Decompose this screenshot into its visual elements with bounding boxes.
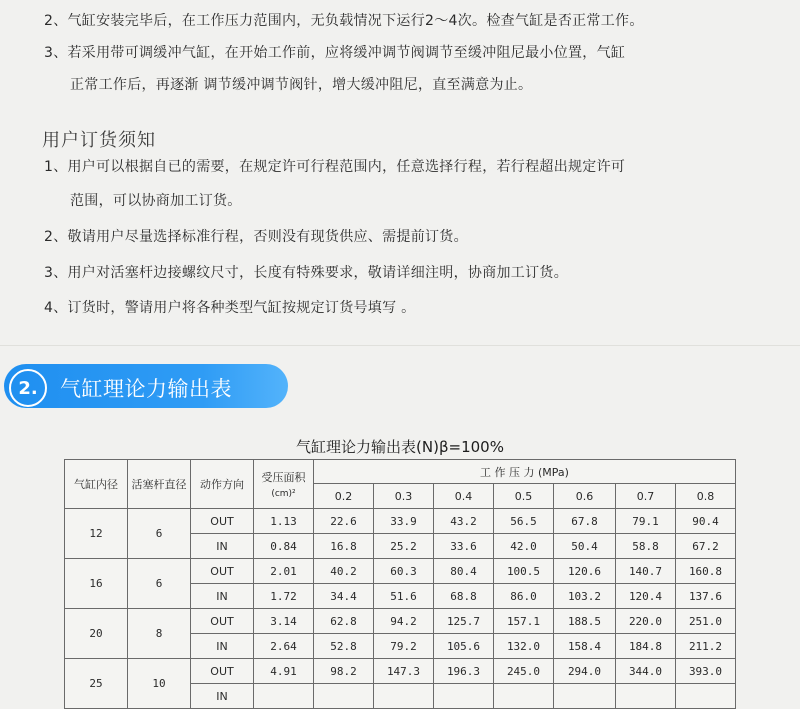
force-cell: 103.2 [554,584,616,609]
direction-cell: OUT [191,609,254,634]
pressure-header: 0.5 [494,484,554,509]
ordering-heading: 用户订货须知 [42,130,156,151]
pressure-header: 0.6 [554,484,616,509]
area-cell: 1.13 [254,509,314,534]
pressure-header: 0.2 [314,484,374,509]
force-cell [494,684,554,709]
direction-cell: OUT [191,509,254,534]
force-cell: 56.5 [494,509,554,534]
rod-cell: 6 [128,559,191,609]
force-cell: 245.0 [494,659,554,684]
force-cell: 51.6 [374,584,434,609]
pressure-header: 0.7 [616,484,676,509]
force-cell: 68.8 [434,584,494,609]
ordering-item-4: 4、订货时，警请用户将各种类型气缸按规定订货号填写 。 [44,300,416,316]
force-output-table [64,459,736,709]
force-cell: 100.5 [494,559,554,584]
force-cell [314,684,374,709]
header-area-unit: (cm)² [271,489,296,499]
direction-cell: IN [191,684,254,709]
table-row [65,559,736,584]
force-cell: 140.7 [616,559,676,584]
force-cell: 393.0 [676,659,736,684]
pressure-header: 0.4 [434,484,494,509]
force-cell: 158.4 [554,634,616,659]
force-cell: 90.4 [676,509,736,534]
note-item-3-line-2: 正常工作后，再逐渐 调节缓冲调节阀针，增大缓冲阻尼，直至满意为止。 [70,77,533,93]
force-cell: 344.0 [616,659,676,684]
force-cell [554,684,616,709]
section-divider [0,345,800,346]
bore-cell: 25 [65,659,128,709]
force-cell: 62.8 [314,609,374,634]
area-cell: 2.01 [254,559,314,584]
rod-cell: 6 [128,509,191,559]
area-cell: 2.64 [254,634,314,659]
note-item-3-line-1: 3、若采用带可调缓冲气缸，在开始工作前，应将缓冲调节阀调节至缓冲阻尼最小位置，气缸 [44,45,626,61]
force-cell: 33.9 [374,509,434,534]
direction-cell: IN [191,534,254,559]
force-cell: 22.6 [314,509,374,534]
force-cell: 52.8 [314,634,374,659]
table-row [65,659,736,684]
force-cell [374,684,434,709]
ordering-item-3: 3、用户对活塞杆边接螺纹尺寸，长度有特殊要求，敬请详细注明，协商加工订货。 [44,265,569,281]
force-cell: 58.8 [616,534,676,559]
header-area-label: 受压面积 [261,471,306,484]
rod-cell: 8 [128,609,191,659]
table-row [65,509,736,534]
area-cell [254,684,314,709]
force-cell: 42.0 [494,534,554,559]
force-cell: 67.2 [676,534,736,559]
force-cell: 120.6 [554,559,616,584]
force-cell: 60.3 [374,559,434,584]
force-cell: 80.4 [434,559,494,584]
header-bore: 气缸内径 [65,460,128,509]
area-cell: 1.72 [254,584,314,609]
force-cell [676,684,736,709]
force-cell: 25.2 [374,534,434,559]
force-cell: 98.2 [314,659,374,684]
force-cell: 79.1 [616,509,676,534]
force-cell: 132.0 [494,634,554,659]
pressure-header: 0.3 [374,484,434,509]
header-direction: 动作方向 [191,460,254,509]
force-cell: 94.2 [374,609,434,634]
force-cell: 40.2 [314,559,374,584]
force-cell: 50.4 [554,534,616,559]
section-title: 气缸理论力输出表 [60,377,232,401]
direction-cell: OUT [191,659,254,684]
header-rod: 活塞杆直径 [128,460,191,509]
force-cell: 294.0 [554,659,616,684]
force-cell: 67.8 [554,509,616,534]
force-cell: 184.8 [616,634,676,659]
bore-cell: 16 [65,559,128,609]
force-cell: 16.8 [314,534,374,559]
force-cell: 147.3 [374,659,434,684]
direction-cell: IN [191,634,254,659]
table-row [65,609,736,634]
direction-cell: OUT [191,559,254,584]
force-cell [434,684,494,709]
pressure-header: 0.8 [676,484,736,509]
area-cell: 4.91 [254,659,314,684]
area-cell: 3.14 [254,609,314,634]
note-item-2: 2、气缸安装完毕后，在工作压力范围内，无负载情况下运行2～4次。检查气缸是否正常工作。 [44,13,644,29]
force-cell: 125.7 [434,609,494,634]
force-cell: 105.6 [434,634,494,659]
ordering-item-1-line-1: 1、用户可以根据自已的需要，在规定许可行程范围内，任意选择行程，若行程超出规定许可 [44,159,626,175]
force-cell: 211.2 [676,634,736,659]
force-cell: 251.0 [676,609,736,634]
force-cell: 188.5 [554,609,616,634]
force-cell: 137.6 [676,584,736,609]
area-cell: 0.84 [254,534,314,559]
header-area [254,460,314,509]
rod-cell: 10 [128,659,191,709]
ordering-item-1-line-2: 范围，可以协商加工订货。 [70,193,242,209]
bore-cell: 12 [65,509,128,559]
force-cell: 157.1 [494,609,554,634]
bore-cell: 20 [65,609,128,659]
force-cell: 33.6 [434,534,494,559]
force-cell: 34.4 [314,584,374,609]
force-cell: 220.0 [616,609,676,634]
header-pressure: 工 作 压 力 (MPa) [314,460,736,484]
table-title: 气缸理论力输出表(N)β=100% [296,438,504,456]
force-cell: 120.4 [616,584,676,609]
direction-cell: IN [191,584,254,609]
ordering-item-2: 2、敬请用户尽量选择标准行程，否则没有现货供应、需提前订货。 [44,229,468,245]
force-cell: 86.0 [494,584,554,609]
force-cell: 79.2 [374,634,434,659]
force-cell: 160.8 [676,559,736,584]
section-number-badge: 2. [9,369,47,407]
force-cell: 196.3 [434,659,494,684]
force-cell [616,684,676,709]
force-cell: 43.2 [434,509,494,534]
